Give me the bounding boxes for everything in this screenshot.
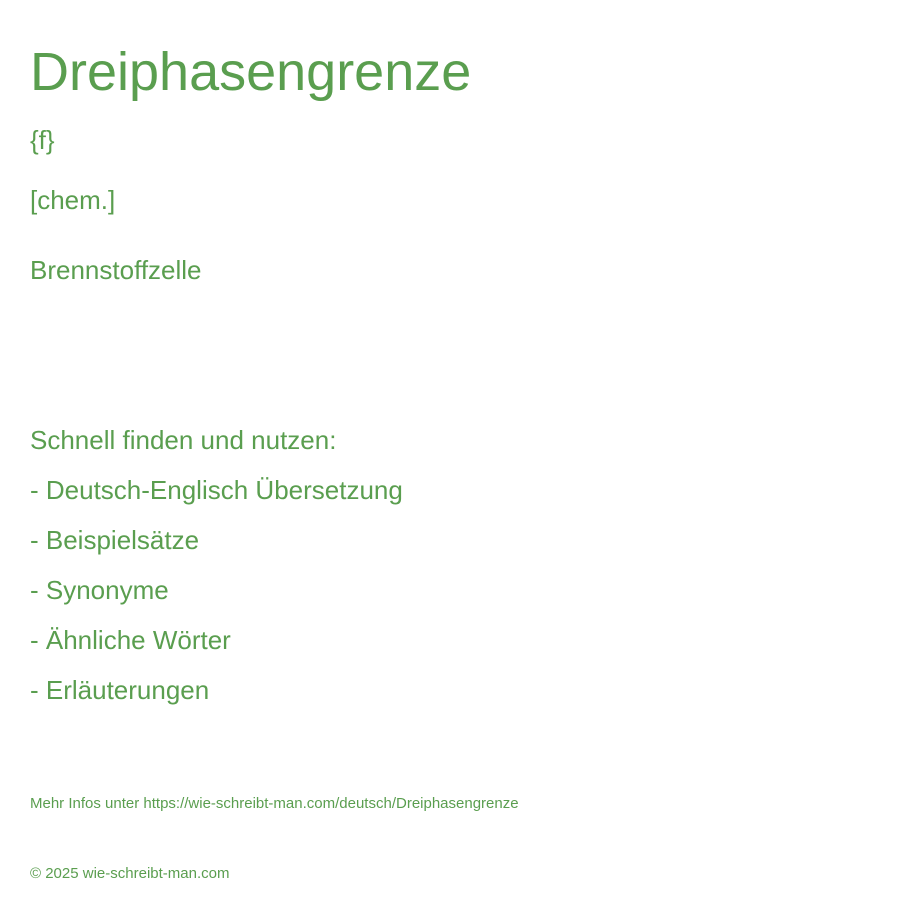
more-info-link[interactable]: https://wie-schreibt-man.com/deutsch/Dreiphasengrenze: [143, 795, 519, 812]
domain-label: [chem.]: [30, 185, 116, 215]
feature-list: [30, 474, 403, 724]
copyright-notice: © 2025 wie-schreibt-man.com: [30, 865, 230, 882]
feature-item-similar-words: - Ähnliche Wörter: [30, 625, 231, 655]
feature-item-example-sentences: - Beispielsätze: [30, 525, 200, 555]
related-term: Brennstoffzelle: [30, 255, 202, 285]
quick-access-heading: Schnell finden und nutzen:: [30, 425, 337, 455]
more-info-prefix: Mehr Infos unter: [30, 795, 144, 812]
feature-item-explanations: - Erläuterungen: [30, 675, 210, 705]
entry-card: [30, 0, 870, 900]
more-info-line: [30, 794, 519, 814]
feature-item-translation: - Deutsch-Englisch Übersetzung: [30, 475, 403, 505]
feature-item-synonyms: - Synonyme: [30, 575, 169, 605]
page-title: Dreiphasengrenze: [30, 42, 472, 102]
gender-label: {f}: [30, 125, 55, 155]
